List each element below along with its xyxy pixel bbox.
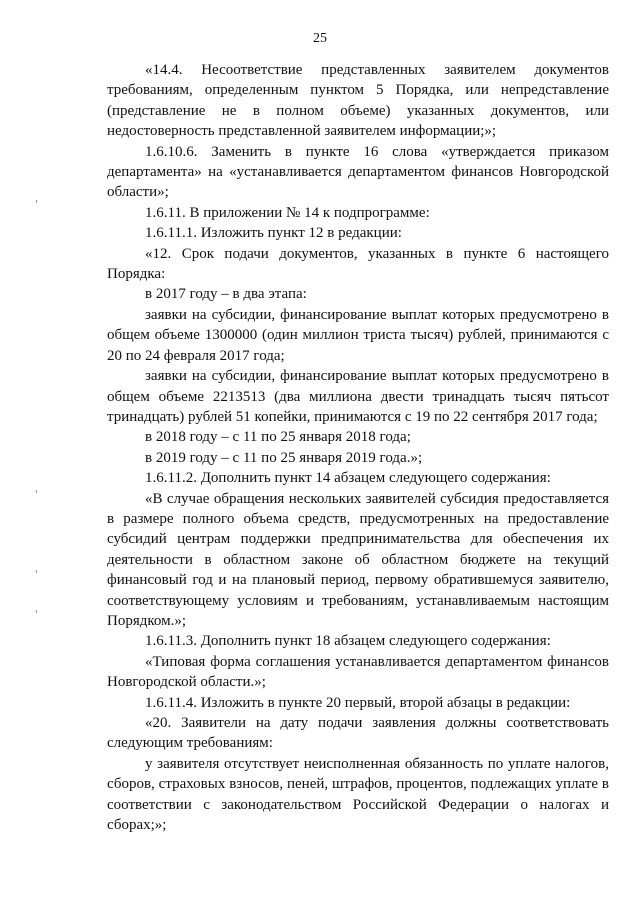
paragraph-item-20: «20. Заявители на дату подачи заявления должны соответствовать следующим требованиям: bbox=[107, 715, 609, 752]
paragraph-1-6-10-6: 1.6.10.6. Заменить в пункте 16 слова «утверждается приказом департамента» на «устанавливается департаментом финансов Новгородской области»; bbox=[107, 143, 609, 201]
page-number: 25 bbox=[313, 31, 327, 46]
margin-mark bbox=[36, 570, 37, 573]
paragraph-tax-requirement: у заявителя отсутствует неисполненная обязанность по уплате налогов, сборов, страховых взносов, пеней, штрафов, процентов, подлежащих уплате в соответствии с законодательством Российской Федерации о налогах и сборах;»; bbox=[107, 755, 609, 834]
margin-marks bbox=[36, 200, 40, 700]
margin-mark bbox=[36, 490, 37, 493]
paragraph-stage-2: заявки на субсидии, финансирование выплат которых предусмотрено в общем объеме 2213513 (два миллиона двести тринадцать тысяч пятьсот тринадцать) рублей 51 копейки, принимаются с 19 по 22 сентября 2017 года; bbox=[107, 368, 609, 425]
paragraph-stage-1: заявки на субсидии, финансирование выплат которых предусмотрено в общем объеме 1300000 (один миллион триста тысяч) рублей, принимаются с 20 по 24 февраля 2017 года; bbox=[107, 306, 609, 364]
paragraph-1-6-11-2: 1.6.11.2. Дополнить пункт 14 абзацем следующего содержания: bbox=[145, 470, 551, 487]
paragraph-1-6-11-3: 1.6.11.3. Дополнить пункт 18 абзацем следующего содержания: bbox=[145, 633, 551, 650]
paragraph-standard-form: «Типовая форма соглашения устанавливается департаментом финансов Новгородской области.»; bbox=[107, 653, 609, 691]
paragraph-1-6-11-4: 1.6.11.4. Изложить в пункте 20 первый, второй абзацы в редакции: bbox=[145, 694, 571, 711]
paragraph-14-4: «14.4. Несоответствие представленных заявителем документов требованиям, определенным пунктом 5 Порядка, или непредставление (представление не в полном объеме) указанных документов, или недостоверность представленной заявителем информации;»; bbox=[107, 62, 609, 140]
paragraph-subsidy-rule: «В случае обращения нескольких заявителей субсидия предоставляется в размере полного объема средств, предусмотренных на предоставление субсидий центрам поддержки предпринимательства для обеспечения их деятельности в областном законе об областном бюджете на текущий финансовый год и на плановый период, первому обратившемуся заявителю, соответствующему условиям и требованиям, устанавливаемым настоящим Порядком.»; bbox=[107, 490, 609, 629]
paragraph-1-6-11: 1.6.11. В приложении № 14 к подпрограмме: bbox=[145, 204, 430, 221]
paragraph-2019: в 2019 году – с 11 по 25 января 2019 года.»; bbox=[145, 449, 423, 466]
paragraph-2018: в 2018 году – с 11 по 25 января 2018 года; bbox=[145, 429, 411, 446]
margin-mark bbox=[36, 610, 37, 613]
paragraph-item-12: «12. Срок подачи документов, указанных в пункте 6 настоящего Порядка: bbox=[107, 245, 609, 283]
paragraph-2017-stages: в 2017 году – в два этапа: bbox=[145, 286, 307, 303]
margin-mark bbox=[36, 200, 37, 203]
document-body bbox=[107, 60, 609, 835]
paragraph-1-6-11-1: 1.6.11.1. Изложить пункт 12 в редакции: bbox=[145, 225, 402, 242]
